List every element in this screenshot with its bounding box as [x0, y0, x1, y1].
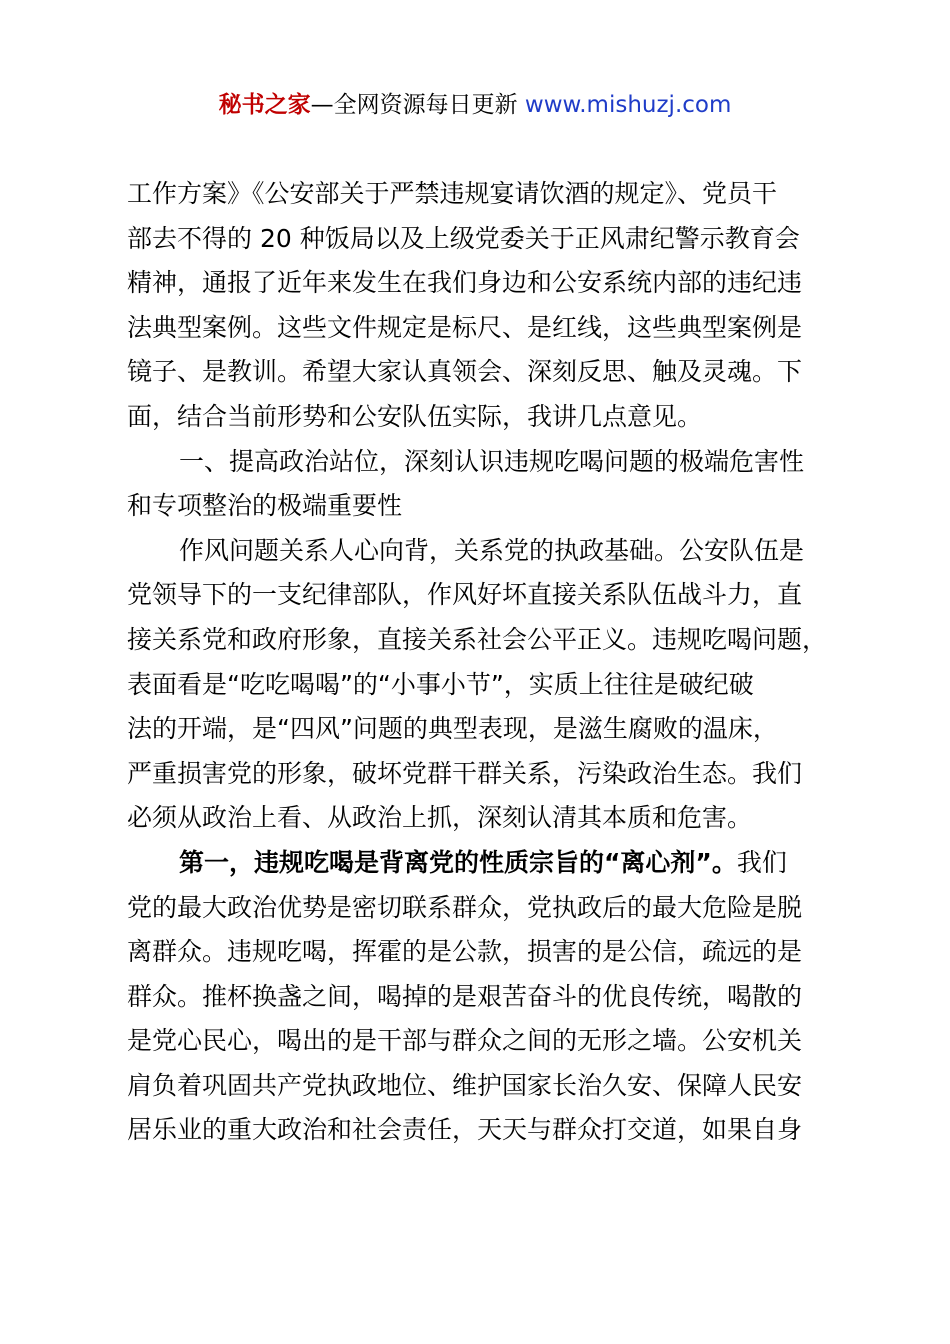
- body-line: 工作方案》《公安部关于严禁违规宴请饮酒的规定》、党员干: [127, 179, 778, 208]
- header-tagline: —全网资源每日更新: [310, 92, 525, 118]
- body-line: 党的最大政治优势是密切联系群众，党执政后的最大危险是脱: [127, 892, 803, 922]
- body-line: 面，结合当前形势和公安队伍实际，我讲几点意见。: [127, 401, 703, 431]
- site-url[interactable]: www.mishuzj.com: [524, 92, 732, 118]
- document-body: [127, 172, 837, 1153]
- body-line: 精神，通报了近年来发生在我们身边和公安系统内部的违纪违: [127, 268, 803, 298]
- point-one-heading: 第一，违规吃喝是背离党的性质宗旨的“离心剂”。: [179, 847, 737, 877]
- body-line: 肩负着巩固共产党执政地位、维护国家长治久安、保障人民安: [127, 1070, 803, 1100]
- point-one-lead-text: 我们: [736, 847, 787, 877]
- section-heading-line: 和专项整治的极端重要性: [127, 491, 403, 521]
- body-line: 部去不得的 20 种饭局以及上级党委关于正风肃纪警示教育会: [127, 223, 800, 253]
- point-one-first-line: [127, 841, 837, 886]
- body-line: 法典型案例。这些文件规定是标尺、是红线，这些典型案例是: [127, 312, 803, 342]
- brand-name: 秘书之家: [218, 92, 311, 118]
- body-line: 接关系党和政府形象，直接关系社会公平正义。违规吃喝问题，: [127, 624, 828, 654]
- body-line: 群众。推杯换盏之间，喝掉的是艰苦奋斗的优良传统，喝散的: [127, 981, 803, 1011]
- body-line: 镜子、是教训。希望大家认真领会、深刻反思、触及灵魂。下: [127, 357, 803, 387]
- page-header: [0, 88, 950, 122]
- body-line: 居乐业的重大政治和社会责任，天天与群众打交道，如果自身: [127, 1115, 803, 1145]
- body-line: 离群众。违规吃喝，挥霍的是公款，损害的是公信，疏远的是: [127, 937, 803, 967]
- section-heading-line: 一、提高政治站位，深刻认识违规吃喝问题的极端危害性: [179, 446, 805, 476]
- body-line: 表面看是“吃吃喝喝”的“小事小节”，实质上往往是破纪破: [127, 669, 754, 699]
- body-line: 是党心民心，喝出的是干部与群众之间的无形之墙。公安机关: [127, 1026, 803, 1056]
- body-line: 法的开端，是“四风”问题的典型表现，是滋生腐败的温床，: [127, 714, 778, 744]
- body-line: 党领导下的一支纪律部队，作风好坏直接关系队伍战斗力，直: [127, 580, 803, 610]
- body-line: 必须从政治上看、从政治上抓，深刻认清其本质和危害。: [127, 803, 753, 833]
- body-line: 严重损害党的形象，破坏党群干群关系，污染政治生态。我们: [127, 758, 803, 788]
- body-line: 作风问题关系人心向背，关系党的执政基础。公安队伍是: [179, 535, 805, 565]
